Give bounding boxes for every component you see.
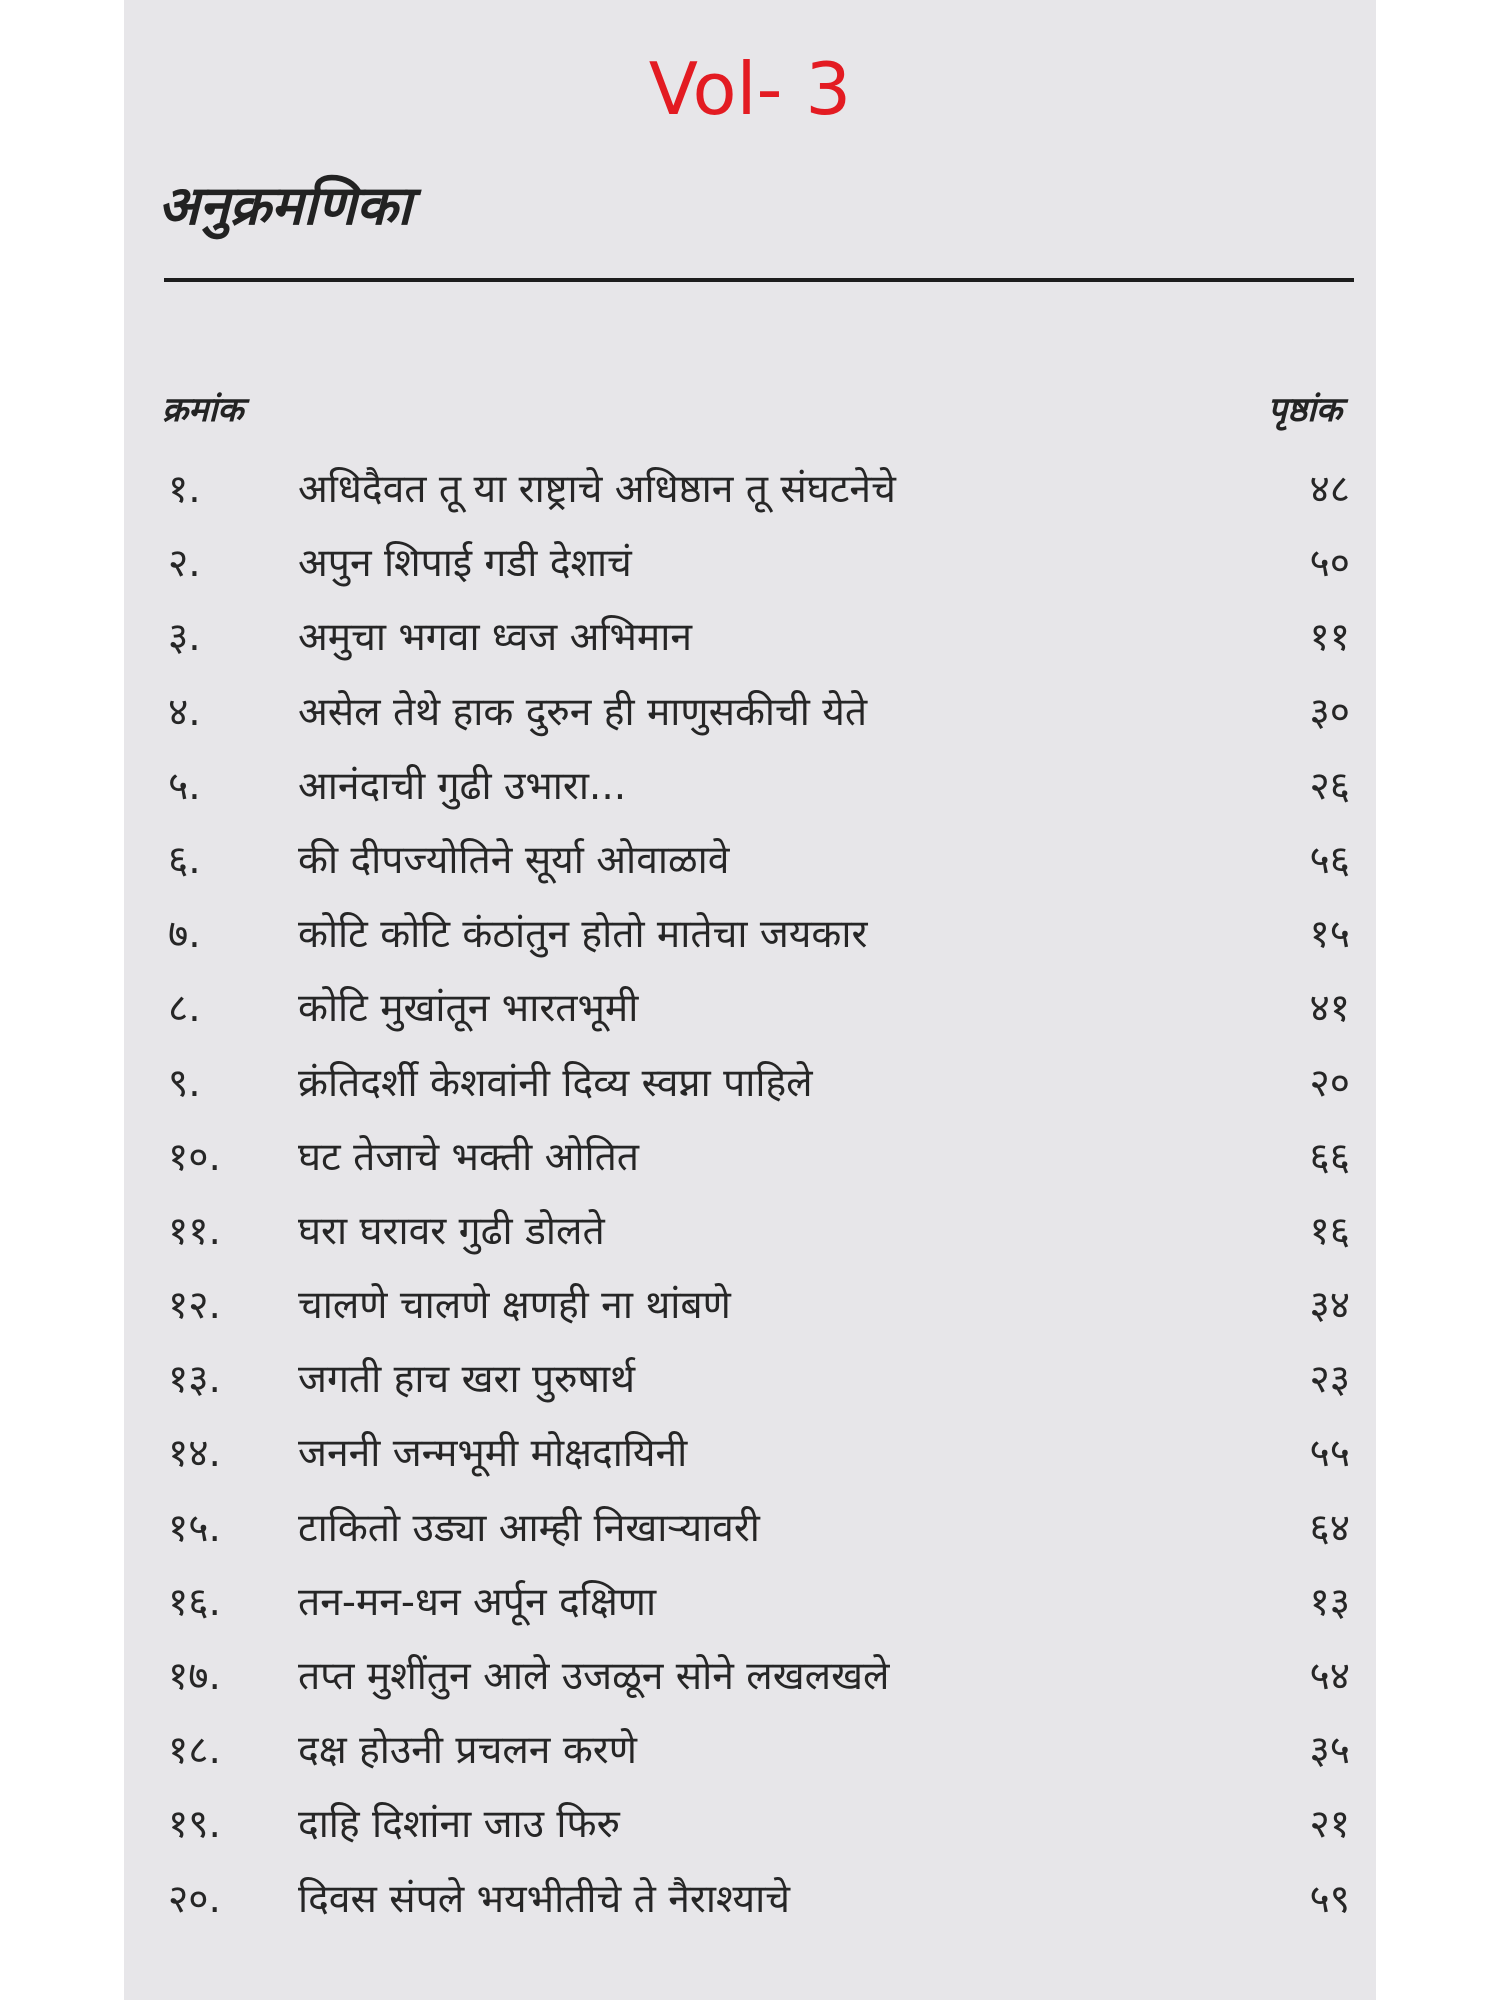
contents-entry xyxy=(168,608,1350,682)
contents-entry xyxy=(168,1647,1350,1721)
entry-number: ७. xyxy=(168,912,201,958)
entry-page: २० xyxy=(1309,1060,1350,1106)
contents-entry xyxy=(168,1276,1350,1350)
entry-number: १७. xyxy=(168,1654,221,1699)
entry-title: तप्त मुशींतुन आले उजळून सोने लखलखले xyxy=(298,1654,890,1699)
entry-number: १८. xyxy=(168,1728,221,1774)
page-title: अनुक्रमणिका xyxy=(158,174,412,237)
entry-page: ५४ xyxy=(1309,1654,1350,1699)
volume-label: Vol- 3 xyxy=(648,47,852,131)
contents-entry xyxy=(168,1499,1350,1573)
entry-number: १९. xyxy=(168,1802,221,1848)
entry-page: ३४ xyxy=(1309,1283,1350,1329)
entry-page: ५० xyxy=(1309,541,1350,587)
entry-number: २. xyxy=(168,541,201,587)
entry-page: ६६ xyxy=(1309,1134,1350,1180)
entry-title: दिवस संपले भयभीतीचे ते नैराश्याचे xyxy=(298,1876,791,1922)
entry-number: ८. xyxy=(168,986,201,1032)
entry-title: कोटि कोटि कंठांतुन होतो मातेचा जयकार xyxy=(298,912,868,958)
entry-title: जगती हाच खरा पुरुषार्थ xyxy=(298,1357,635,1403)
entry-page: ११ xyxy=(1309,615,1350,661)
entry-number: १४. xyxy=(168,1431,221,1477)
entry-title: तन-मन-धन अर्पून दक्षिणा xyxy=(298,1579,657,1625)
entry-title: दाहि दिशांना जाउ फिरु xyxy=(298,1802,620,1848)
entry-page: १६ xyxy=(1309,1208,1350,1254)
entry-page: ५९ xyxy=(1309,1876,1350,1922)
contents-entry xyxy=(168,534,1350,608)
entry-page: ६४ xyxy=(1309,1505,1350,1551)
entry-page: २३ xyxy=(1309,1357,1350,1403)
contents-entry xyxy=(168,1054,1350,1128)
entry-page: ५५ xyxy=(1309,1431,1350,1477)
entry-page: २१ xyxy=(1309,1802,1350,1848)
entry-title: क्रंतिदर्शी केशवांनी दिव्य स्वप्ना पाहिले xyxy=(298,1060,813,1106)
contents-entry xyxy=(168,1795,1350,1869)
entry-number: १६. xyxy=(168,1579,221,1625)
contents-entry xyxy=(168,905,1350,979)
entry-title: अपुन शिपाई गडी देशाचं xyxy=(298,541,632,587)
entry-page: १३ xyxy=(1309,1579,1350,1625)
entry-number: ११. xyxy=(168,1208,221,1254)
entry-title: दक्ष होउनी प्रचलन करणे xyxy=(298,1728,637,1774)
entry-page: २६ xyxy=(1309,763,1350,809)
contents-entry xyxy=(168,683,1350,757)
entry-page: ५६ xyxy=(1309,837,1350,883)
contents-entry xyxy=(168,831,1350,905)
entry-page: १५ xyxy=(1309,912,1350,958)
heading-divider xyxy=(164,278,1354,282)
contents-entry xyxy=(168,1202,1350,1276)
entry-title: टाकितो उड्या आम्ही निखाऱ्यावरी xyxy=(298,1505,760,1551)
contents-entry xyxy=(168,979,1350,1053)
contents-list xyxy=(168,460,1350,1944)
entry-page: ४८ xyxy=(1309,467,1350,512)
book-page xyxy=(124,0,1376,2000)
entry-number: १२. xyxy=(168,1283,221,1329)
entry-title: चालणे चालणे क्षणही ना थांबणे xyxy=(298,1283,731,1329)
contents-entry xyxy=(168,757,1350,831)
entry-title: असेल तेथे हाक दुरुन ही माणुसकीची येते xyxy=(298,689,868,735)
entry-number: ३. xyxy=(168,615,201,661)
entry-number: ४. xyxy=(168,689,201,735)
number-column-header: क्रमांक xyxy=(162,390,244,430)
entry-title: कोटि मुखांतून भारतभूमी xyxy=(298,986,639,1032)
contents-entry xyxy=(168,460,1350,534)
entry-number: १३. xyxy=(168,1357,221,1403)
entry-title: आनंदाची गुढी उभारा... xyxy=(298,763,627,809)
entry-title: घट तेजाचे भक्ती ओतित xyxy=(298,1134,640,1180)
contents-entry xyxy=(168,1721,1350,1795)
contents-entry xyxy=(168,1128,1350,1202)
entry-number: १५. xyxy=(168,1505,221,1551)
entry-title: अमुचा भगवा ध्वज अभिमान xyxy=(298,615,693,661)
contents-entry xyxy=(168,1424,1350,1498)
entry-number: ९. xyxy=(168,1060,201,1106)
entry-number: २०. xyxy=(168,1876,221,1922)
contents-entry xyxy=(168,1870,1350,1944)
entry-number: ५. xyxy=(168,763,201,809)
entry-title: अधिदैवत तू या राष्ट्राचे अधिष्ठान तू संघटनेचे xyxy=(298,467,896,512)
entry-number: ६. xyxy=(168,837,201,883)
entry-number: १०. xyxy=(168,1134,221,1180)
entry-page: ४१ xyxy=(1309,986,1350,1032)
entry-title: जननी जन्मभूमी मोक्षदायिनी xyxy=(298,1431,688,1477)
entry-title: घरा घरावर गुढी डोलते xyxy=(298,1208,605,1254)
entry-title: की दीपज्योतिने सूर्या ओवाळावे xyxy=(298,837,730,883)
page-column-header: पृष्ठांक xyxy=(1267,390,1342,430)
entry-number: १. xyxy=(168,467,201,512)
contents-entry xyxy=(168,1573,1350,1647)
entry-page: ३५ xyxy=(1309,1728,1350,1774)
contents-entry xyxy=(168,1350,1350,1424)
entry-page: ३० xyxy=(1309,689,1350,735)
